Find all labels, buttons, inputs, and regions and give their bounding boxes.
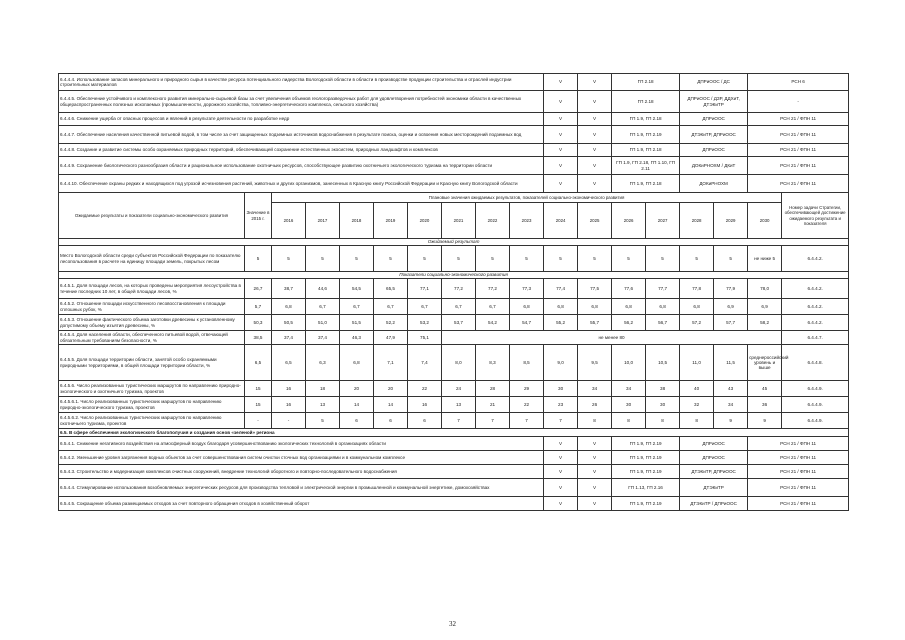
task-reference: РСН 6 bbox=[748, 74, 849, 91]
task-mark-2: V bbox=[578, 465, 612, 479]
indicator-value: 57,7 bbox=[714, 315, 748, 331]
indicator-value: 75,1 bbox=[408, 331, 442, 345]
header-year: 2023 bbox=[510, 203, 544, 239]
indicator-value: 77,4 bbox=[544, 279, 578, 299]
indicator-value: 9,0 bbox=[544, 345, 578, 381]
task-text: 6.5.4.4. Стимулирование использования возобновляемых энергетических ресурсов для производства тепловой и электрической энергии в промышленной и коммунальной энергетике, домохозяйствах bbox=[59, 479, 544, 497]
indicator-value: 8,5 bbox=[510, 345, 544, 381]
section-row bbox=[59, 239, 849, 246]
indicator-text: 6.4.5.6. Число реализованных туристических маршрутов по направлению природно-экологического и охотничьего туризма, проектов bbox=[59, 381, 245, 397]
indicator-value: 54,5 bbox=[340, 279, 374, 299]
strategy-table bbox=[58, 73, 849, 511]
indicator-value: 20 bbox=[340, 381, 374, 397]
indicator-row bbox=[59, 381, 849, 397]
indicator-row bbox=[59, 413, 849, 429]
indicator-value: 34 bbox=[714, 397, 748, 413]
indicator-value: 7 bbox=[442, 413, 476, 429]
indicator-reference: 6.4.4.2. bbox=[782, 315, 849, 331]
indicator-value: 43 bbox=[714, 381, 748, 397]
task-mark-1: V bbox=[544, 437, 578, 451]
task-program: ГП 1.9, ГП 2.18, ГП 1.10, ГП 2.11 bbox=[612, 157, 680, 175]
expected-value: 5 bbox=[612, 246, 646, 272]
indicator-value: 20 bbox=[374, 381, 408, 397]
indicator-value: 77,1 bbox=[408, 279, 442, 299]
task-executor: ДПРиООС / ДЗР, ДДХиТ, ДТЭКиТР bbox=[680, 91, 748, 113]
header-year: 2026 bbox=[612, 203, 646, 239]
section-title: 6.5. В сфере обеспечения экологического благополучия и создания основ «зеленой» региона bbox=[59, 429, 849, 437]
indicator-value: 6,5 bbox=[272, 345, 306, 381]
indicator-value: 51,5 bbox=[340, 315, 374, 331]
indicator-value: 6,8 bbox=[544, 299, 578, 315]
indicator-value: 8,3 bbox=[476, 345, 510, 381]
task-program: ГП 1.9, ГП 2.19 bbox=[612, 451, 680, 465]
task-row bbox=[59, 451, 849, 465]
indicator-value: 9 bbox=[748, 413, 782, 429]
indicator-value: 5,7 bbox=[245, 299, 272, 315]
expected-reference: 6.4.4.2. bbox=[782, 246, 849, 272]
indicator-value: 56,2 bbox=[612, 315, 646, 331]
indicator-text: 6.4.5.4. Доля населения области, обеспеченного питьевой водой, отвечающей обязательным требованиям безопасности, % bbox=[59, 331, 245, 345]
indicator-value: 77,2 bbox=[442, 279, 476, 299]
task-reference: РСН 21 / ФПН 11 bbox=[748, 437, 849, 451]
task-mark-1: V bbox=[544, 465, 578, 479]
indicator-value: 77,8 bbox=[680, 279, 714, 299]
expected-value: 5 bbox=[306, 246, 340, 272]
indicator-value: 7,4 bbox=[408, 345, 442, 381]
task-program: ГП 1.9, ГП 2.18 bbox=[612, 175, 680, 193]
indicator-value: 65,5 bbox=[374, 279, 408, 299]
header-year: 2018 bbox=[340, 203, 374, 239]
task-executor: ДПРиООС bbox=[680, 451, 748, 465]
task-executor: ДПРиООС / ДС bbox=[680, 74, 748, 91]
header-year: 2029 bbox=[714, 203, 748, 239]
indicator-value: 6,5 bbox=[245, 345, 272, 381]
section-expected-result: Ожидаемый результат bbox=[59, 239, 849, 246]
task-text: 6.5.4.1. Снижение негативного воздействия на атмосферный воздух благодаря усовершенствованию экологических технологий в организациях области bbox=[59, 437, 544, 451]
indicator-value: 6,8 bbox=[578, 299, 612, 315]
indicator-value: 50,5 bbox=[272, 315, 306, 331]
indicator-text: 6.4.5.2. Отношение площади искусственного лесовосстановления к площади сплошных рубок, % bbox=[59, 299, 245, 315]
expected-value: 5 bbox=[544, 246, 578, 272]
task-mark-1: V bbox=[544, 144, 578, 157]
indicator-value: 5 bbox=[306, 413, 340, 429]
indicator-value: 22 bbox=[408, 381, 442, 397]
indicator-value: 38,7 bbox=[272, 279, 306, 299]
indicator-value: 21 bbox=[476, 397, 510, 413]
indicator-value: 28 bbox=[476, 381, 510, 397]
indicator-row bbox=[59, 299, 849, 315]
task-mark-1: V bbox=[544, 91, 578, 113]
indicator-value: 26 bbox=[578, 397, 612, 413]
indicator-value: 54,2 bbox=[476, 315, 510, 331]
indicator-value: 6,8 bbox=[612, 299, 646, 315]
indicator-row bbox=[59, 397, 849, 413]
indicator-value: 45 bbox=[748, 381, 782, 397]
task-text: 6.5.4.3. Строительство и модернизация комплексов очистных сооружений, внедрение технологий оборотного и повторно-последовательного водоснабжения bbox=[59, 465, 544, 479]
task-program: ГП 2.18 bbox=[612, 74, 680, 91]
header-year: 2021 bbox=[442, 203, 476, 239]
indicator-value: 53,2 bbox=[408, 315, 442, 331]
indicator-value: 6,3 bbox=[306, 345, 340, 381]
indicator-value: 7 bbox=[544, 413, 578, 429]
indicator-value: 36 bbox=[748, 397, 782, 413]
header-year: 2028 bbox=[680, 203, 714, 239]
indicator-value: 11,5 bbox=[714, 345, 748, 381]
indicator-value: 6,8 bbox=[340, 345, 374, 381]
indicator-value: 6,7 bbox=[340, 299, 374, 315]
expected-value: 5 bbox=[476, 246, 510, 272]
indicator-reference: 6.4.4.9. bbox=[782, 413, 849, 429]
task-executor: ДПРиООС bbox=[680, 437, 748, 451]
indicator-value: 50,3 bbox=[245, 315, 272, 331]
task-mark-2: V bbox=[578, 479, 612, 497]
indicator-value: 29 bbox=[510, 381, 544, 397]
indicator-value: 30 bbox=[612, 397, 646, 413]
task-executor: ДПРиООС bbox=[680, 144, 748, 157]
page-number: 32 bbox=[449, 620, 456, 628]
task-text: 6.4.4.9. Сохранение биологического разнообразия области и рациональное использование охотничьих ресурсов, способствующее развитию охотничьего экологического туризма на территории области bbox=[59, 157, 544, 175]
indicator-text: 6.4.5.5. Доля площади территории области, занятой особо охраняемыми природными территориями, в общей площади территории области, % bbox=[59, 345, 245, 381]
header-year: 2020 bbox=[408, 203, 442, 239]
indicator-value: 30 bbox=[544, 381, 578, 397]
task-mark-1: V bbox=[544, 451, 578, 465]
task-text: 6.5.4.2. Уменьшение уровня загрязнения водных объектов за счет совершенствования систем очистки сточных вод организациями и в коммунальном комплексе bbox=[59, 451, 544, 465]
expected-value: 5 bbox=[578, 246, 612, 272]
indicator-value: 57,2 bbox=[680, 315, 714, 331]
indicator-value: 40 bbox=[680, 381, 714, 397]
expected-value: 5 bbox=[442, 246, 476, 272]
task-program: ГП 1.9, ГП 2.19 bbox=[612, 465, 680, 479]
task-text: 6.4.4.7. Обеспечение населения качественной питьевой водой, в том числе за счет защищенных подземных источников водоснабжения в результате поиска, оценки и освоения новых месторождений подземных вод bbox=[59, 126, 544, 144]
indicator-value: 6,8 bbox=[510, 299, 544, 315]
task-mark-1: V bbox=[544, 479, 578, 497]
indicator-reference: 6.4.4.2. bbox=[782, 279, 849, 299]
expected-value: 5 bbox=[374, 246, 408, 272]
task-mark-1: V bbox=[544, 113, 578, 126]
indicator-value: 44,6 bbox=[306, 279, 340, 299]
indicator-value: 37,4 bbox=[306, 331, 340, 345]
indicator-text: 6.4.5.3. Отношение фактического объема заготовки древесины к установленному допустимому объему изъятия древесины, % bbox=[59, 315, 245, 331]
task-mark-1: V bbox=[544, 497, 578, 511]
task-executor: ДТЭКиТР, ДПРиООС bbox=[680, 465, 748, 479]
task-reference: РСН 21 / ФПН 11 bbox=[748, 157, 849, 175]
indicator-value: 13 bbox=[442, 397, 476, 413]
indicator-value: 10,5 bbox=[646, 345, 680, 381]
indicator-value: 6,9 bbox=[714, 299, 748, 315]
indicator-value: 8 bbox=[612, 413, 646, 429]
indicator-reference: 6.4.4.9. bbox=[782, 397, 849, 413]
indicator-value: 55,2 bbox=[544, 315, 578, 331]
indicator-value: 6,9 bbox=[748, 299, 782, 315]
header-indicator: Ожидаемые результаты и показатели социально-экономического развития bbox=[59, 193, 245, 239]
task-mark-1: V bbox=[544, 74, 578, 91]
expected-value: не ниже 5 bbox=[748, 246, 782, 272]
task-program: ГП 1.9, ГП 2.19 bbox=[612, 126, 680, 144]
indicator-value: 30 bbox=[646, 397, 680, 413]
indicator-value: 14 bbox=[374, 397, 408, 413]
section-row bbox=[59, 272, 849, 279]
indicator-value: 6 bbox=[374, 413, 408, 429]
header-year: 2030 bbox=[748, 203, 782, 239]
task-mark-2: V bbox=[578, 91, 612, 113]
header-year: 2016 bbox=[272, 203, 306, 239]
indicator-value: 7 bbox=[476, 413, 510, 429]
indicator-value: 51,0 bbox=[306, 315, 340, 331]
indicator-value: 78,0 bbox=[748, 279, 782, 299]
indicator-value: 23 bbox=[544, 397, 578, 413]
section-indicators: Показатели социально-экономического развития bbox=[59, 272, 849, 279]
indicator-reference: 6.4.4.9. bbox=[782, 381, 849, 397]
header-year: 2027 bbox=[646, 203, 680, 239]
task-row bbox=[59, 465, 849, 479]
indicator-value: 53,7 bbox=[442, 315, 476, 331]
task-row bbox=[59, 157, 849, 175]
indicator-value: 47,9 bbox=[374, 331, 408, 345]
expected-value: 5 bbox=[646, 246, 680, 272]
indicator-value: 8,0 bbox=[442, 345, 476, 381]
header-planned-values: Плановые значения ожидаемых результатов, показателей социально-экономического развития bbox=[272, 193, 782, 203]
task-program: ГП 1.9, ГП 2.19 bbox=[612, 437, 680, 451]
task-executor: ДТЭКиТР bbox=[680, 479, 748, 497]
indicator-value: 18 bbox=[306, 381, 340, 397]
task-reference: РСН 21 / ФПН 11 bbox=[748, 113, 849, 126]
indicator-reference: 6.4.4.2. bbox=[782, 299, 849, 315]
task-row bbox=[59, 175, 849, 193]
task-reference: РСН 21 / ФПН 11 bbox=[748, 126, 849, 144]
expected-value: 5 bbox=[340, 246, 374, 272]
indicator-value: 6,7 bbox=[306, 299, 340, 315]
indicator-value: 6,8 bbox=[680, 299, 714, 315]
indicator-value: 6 bbox=[408, 413, 442, 429]
indicator-value: 10,0 bbox=[612, 345, 646, 381]
indicator-reference: 6.4.4.7. bbox=[782, 331, 849, 345]
indicator-value: 32 bbox=[680, 397, 714, 413]
header-task-number: Номер задачи Стратегии, обеспечивающей достижение ожидаемого результата и показателя bbox=[782, 193, 849, 239]
indicator-value: 22 bbox=[510, 397, 544, 413]
indicator-value: 34 bbox=[578, 381, 612, 397]
section-title-row bbox=[59, 429, 849, 437]
expected-value: 5 bbox=[408, 246, 442, 272]
expected-value: 5 bbox=[714, 246, 748, 272]
indicator-value: 55,7 bbox=[578, 315, 612, 331]
indicator-value: 6 bbox=[340, 413, 374, 429]
indicator-value: 7,1 bbox=[374, 345, 408, 381]
indicator-value: 46,3 bbox=[340, 331, 374, 345]
indicator-value: - bbox=[272, 413, 306, 429]
indicator-value: 7 bbox=[510, 413, 544, 429]
indicator-text: 6.4.5.6.1. Число реализованных туристических маршрутов по направлению природно-экологического туризма, проектов bbox=[59, 397, 245, 413]
expected-value: 5 bbox=[272, 246, 306, 272]
indicator-value: 11,0 bbox=[680, 345, 714, 381]
indicator-value: 6,7 bbox=[442, 299, 476, 315]
indicator-value: 77,3 bbox=[510, 279, 544, 299]
indicator-value: 8 bbox=[646, 413, 680, 429]
indicator-value: 15 bbox=[245, 381, 272, 397]
task-row bbox=[59, 144, 849, 157]
indicator-row bbox=[59, 315, 849, 331]
indicator-value: 77,5 bbox=[578, 279, 612, 299]
indicator-value: 6,7 bbox=[374, 299, 408, 315]
task-row bbox=[59, 126, 849, 144]
indicator-value: 8 bbox=[578, 413, 612, 429]
indicator-value: 34 bbox=[612, 381, 646, 397]
indicator-value: 77,7 bbox=[646, 279, 680, 299]
indicator-text: 6.4.5.1. Доля площади лесов, на которых проведены мероприятия лесоустройства в течение последних 10 лет, в общей площади лесов, % bbox=[59, 279, 245, 299]
indicator-reference: 6.4.4.8. bbox=[782, 345, 849, 381]
expected-value: 5 bbox=[510, 246, 544, 272]
expected-value: 5 bbox=[245, 246, 272, 272]
expected-result-row bbox=[59, 246, 849, 272]
expected-text: Место Вологодской области среди субъектов Российской Федерации по показателю лесопользования в расчете на единицу площади земель, покрытых лесом bbox=[59, 246, 245, 272]
indicator-row bbox=[59, 331, 849, 345]
task-mark-2: V bbox=[578, 451, 612, 465]
task-row bbox=[59, 479, 849, 497]
header-year: 2025 bbox=[578, 203, 612, 239]
task-program: ГП 1.13, ГП 2.16 bbox=[612, 479, 680, 497]
indicator-value: 6,7 bbox=[408, 299, 442, 315]
indicator-value: 16 bbox=[272, 381, 306, 397]
task-program: ГП 1.9, ГП 2.18 bbox=[612, 144, 680, 157]
indicator-value: 15 bbox=[245, 397, 272, 413]
indicator-row bbox=[59, 345, 849, 381]
indicator-value: 16 bbox=[408, 397, 442, 413]
indicator-value: 24 bbox=[442, 381, 476, 397]
indicator-value: 26,7 bbox=[245, 279, 272, 299]
indicator-value: 54,7 bbox=[510, 315, 544, 331]
task-reference: РСН 21 / ФПН 11 bbox=[748, 479, 849, 497]
header-year: 2024 bbox=[544, 203, 578, 239]
task-mark-2: V bbox=[578, 74, 612, 91]
task-executor: ДОКиРНОХМ bbox=[680, 175, 748, 193]
task-mark-1: V bbox=[544, 157, 578, 175]
task-reference: РСН 21 / ФПН 11 bbox=[748, 144, 849, 157]
task-executor: ДОКиРНОХМ / ДКиТ bbox=[680, 157, 748, 175]
task-text: 6.4.4.6. Снижение ущерба от опасных процессов и явлений в результате деятельности по разработке недр bbox=[59, 113, 544, 126]
task-text: 6.4.4.4. Использование запасов минерального и природного сырья в качестве ресурса потенциального лидерства Вологодской области в области в производстве продукции строительства и отраслей индустрии строительных материалов bbox=[59, 74, 544, 91]
indicator-value: 77,6 bbox=[612, 279, 646, 299]
task-text: 6.4.4.10. Обеспечение охраны редких и находящихся под угрозой исчезновения растений, животных и других организмов, занесенных в Красную книгу Российской Федерации и Красную книгу Вологодской области bbox=[59, 175, 544, 193]
task-mark-2: V bbox=[578, 144, 612, 157]
task-mark-2: V bbox=[578, 157, 612, 175]
indicator-value: 14 bbox=[340, 397, 374, 413]
indicator-value: 52,2 bbox=[374, 315, 408, 331]
indicator-value: 37,4 bbox=[272, 331, 306, 345]
table-header-row bbox=[59, 193, 849, 203]
indicator-row bbox=[59, 279, 849, 299]
task-reference: РСН 21 / ФПН 11 bbox=[748, 497, 849, 511]
indicator-merged-value: не менее 80 bbox=[442, 331, 782, 345]
indicator-value: 77,2 bbox=[476, 279, 510, 299]
indicator-value: 6,8 bbox=[272, 299, 306, 315]
task-mark-2: V bbox=[578, 497, 612, 511]
task-row bbox=[59, 91, 849, 113]
task-row bbox=[59, 497, 849, 511]
indicator-value: 6,7 bbox=[476, 299, 510, 315]
task-text: 6.4.4.8. Создание и развитие системы особо охраняемых природных территорий, обеспечивающей сохранение естественных экосистем, природных ландшафтов и комплексов bbox=[59, 144, 544, 157]
task-reference: РСН 21 / ФПН 11 bbox=[748, 175, 849, 193]
task-mark-2: V bbox=[578, 126, 612, 144]
task-text: 6.5.4.5. Сокращение объема размещаемых отходов за счет повторного обращения отходов в хозяйственный оборот bbox=[59, 497, 544, 511]
task-executor: ДТЭКиТР, ДПРиООС bbox=[680, 126, 748, 144]
task-program: ГП 2.18 bbox=[612, 91, 680, 113]
task-row bbox=[59, 113, 849, 126]
indicator-value: 16 bbox=[272, 397, 306, 413]
header-year: 2022 bbox=[476, 203, 510, 239]
task-program: ГП 1.9, ГП 2.19 bbox=[612, 497, 680, 511]
task-text: 6.4.4.5. Обеспечение устойчивого и комплексного развития минерально-сырьевой базы за счет увеличения объемов геологоразведочных работ для удовлетворения потребностей экономики области в качественных общераспространенных полезных ископаемых (промышленности, дорожного хозяйства, топливно-энергетического комплекса, сельского хозяйства) bbox=[59, 91, 544, 113]
task-executor: ДТЭКиТР / ДПРиООС bbox=[680, 497, 748, 511]
indicator-value: 9,5 bbox=[578, 345, 612, 381]
task-mark-1: V bbox=[544, 175, 578, 193]
task-mark-1: V bbox=[544, 126, 578, 144]
task-reference: РСН 21 / ФПН 11 bbox=[748, 451, 849, 465]
task-reference: РСН 21 / ФПН 11 bbox=[748, 465, 849, 479]
indicator-value: 9 bbox=[714, 413, 748, 429]
indicator-value: - bbox=[245, 413, 272, 429]
indicator-value: 77,9 bbox=[714, 279, 748, 299]
header-base-year: Значение в 2015 г. bbox=[245, 193, 272, 239]
expected-value: 5 bbox=[680, 246, 714, 272]
task-program: ГП 1.9, ГП 2.18 bbox=[612, 113, 680, 126]
indicator-value: 38,5 bbox=[245, 331, 272, 345]
indicator-value: 38 bbox=[646, 381, 680, 397]
header-year: 2017 bbox=[306, 203, 340, 239]
task-mark-2: V bbox=[578, 113, 612, 126]
task-reference: - bbox=[748, 91, 849, 113]
task-mark-2: V bbox=[578, 437, 612, 451]
document-page bbox=[58, 73, 848, 511]
indicator-value: 58,2 bbox=[748, 315, 782, 331]
header-year: 2019 bbox=[374, 203, 408, 239]
task-mark-2: V bbox=[578, 175, 612, 193]
indicator-value: 6,8 bbox=[646, 299, 680, 315]
task-row bbox=[59, 437, 849, 451]
task-row bbox=[59, 74, 849, 91]
indicator-text: 6.4.5.6.2. Число реализованных туристических маршрутов по направлению охотничьего туризма, проектов bbox=[59, 413, 245, 429]
indicator-value: среднероссийский уровень и выше bbox=[748, 345, 782, 381]
indicator-value: 8 bbox=[680, 413, 714, 429]
task-executor: ДПРиООС bbox=[680, 113, 748, 126]
indicator-value: 13 bbox=[306, 397, 340, 413]
indicator-value: 56,7 bbox=[646, 315, 680, 331]
